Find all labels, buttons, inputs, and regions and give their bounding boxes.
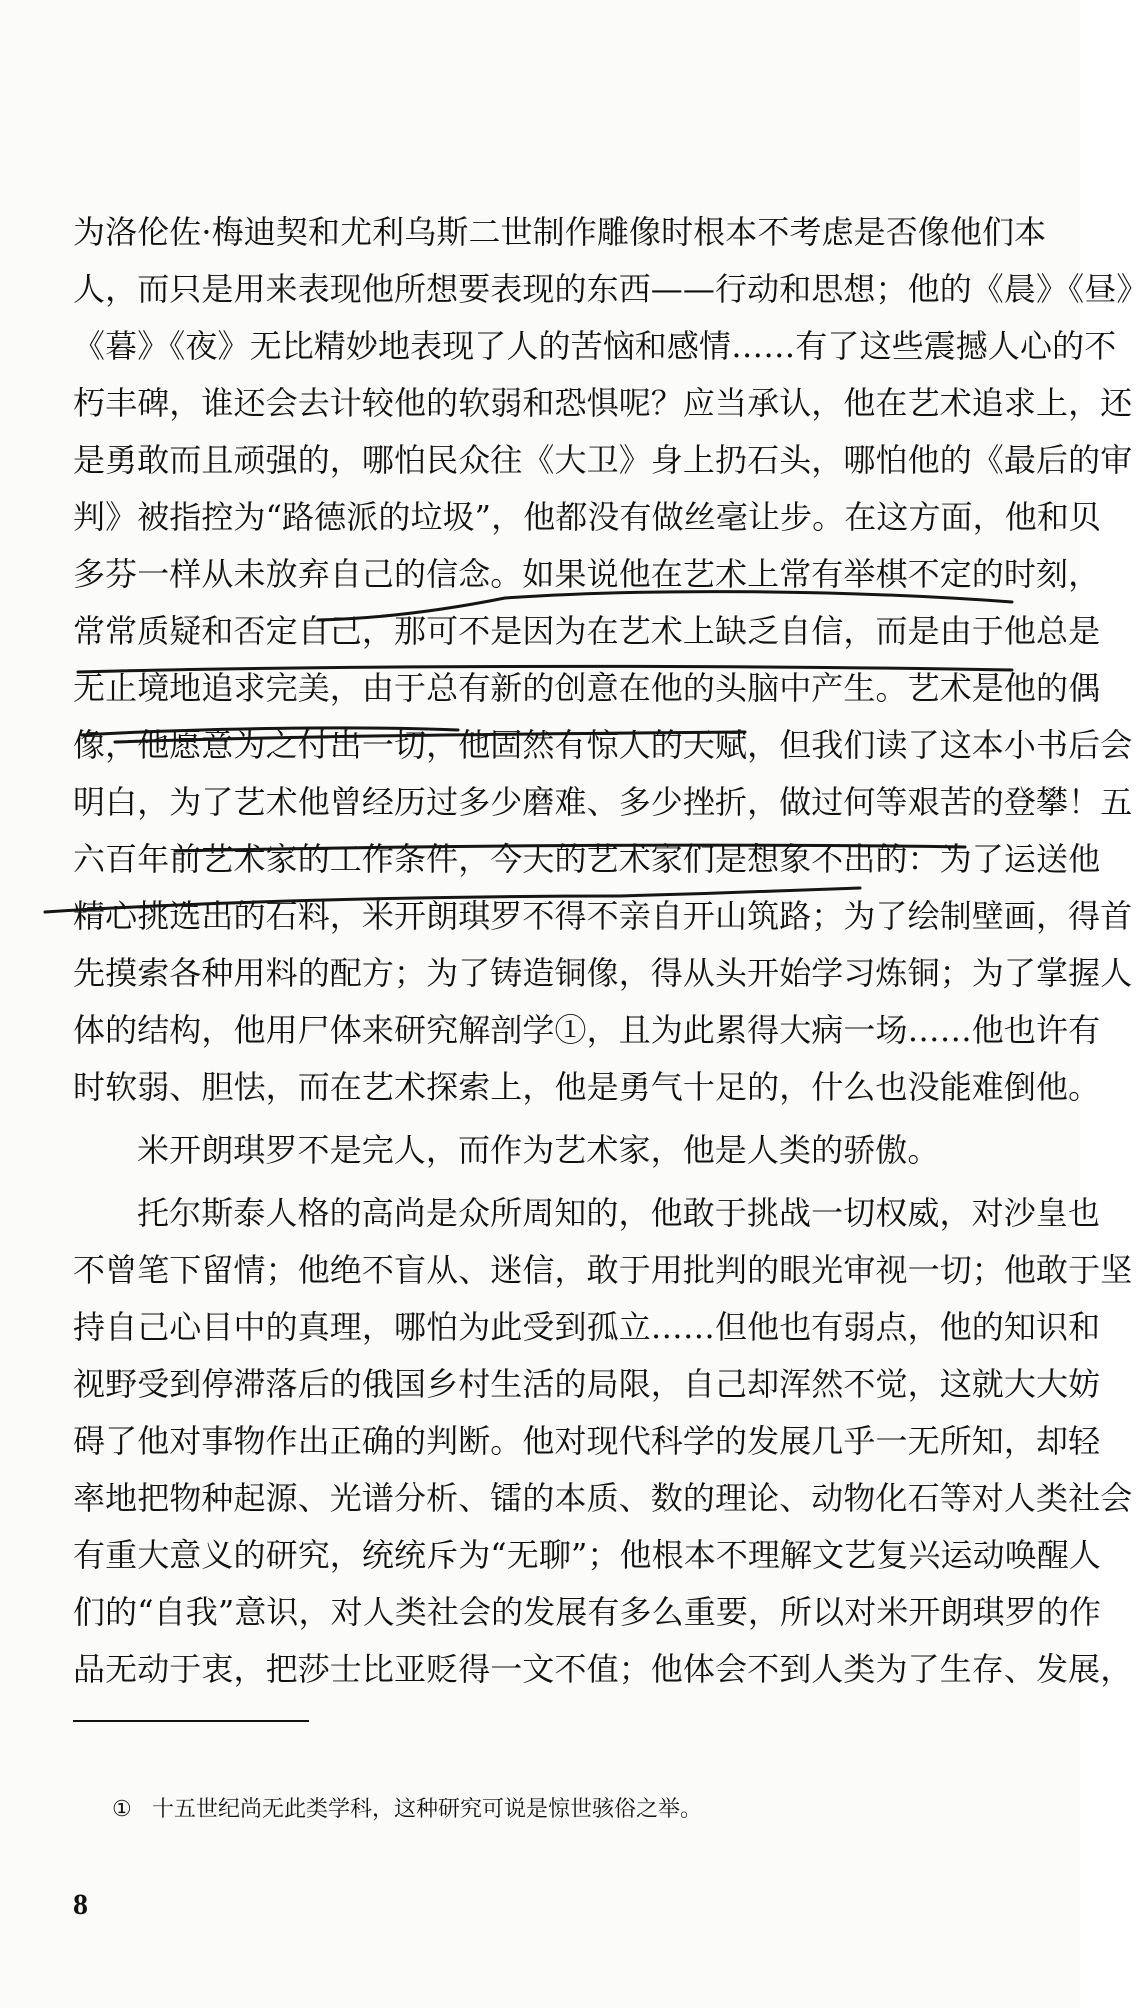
body-text: [73, 204, 1148, 1698]
text-line: 无止境地追求完美，由于总有新的创意在他的头脑中产生。艺术是他的偶: [73, 669, 1101, 707]
text-line: 《暮》《夜》无比精妙地表现了人的苦恼和感情……有了这些震撼人心的不: [73, 327, 1117, 365]
text-line: 有重大意义的研究，统统斥为“无聊”；他根本不理解文艺复兴运动唤醒人: [73, 1536, 1102, 1574]
text-line: 多芬一样从未放弃自己的信念。如果说他在艺术上常有举棋不定的时刻，: [73, 555, 1101, 593]
text-line: 六百年前艺术家的工作条件，今天的艺术家们是想象不出的：为了运送他: [73, 840, 1101, 878]
paragraph-michelangelo: [73, 204, 1148, 1116]
text-line: 明白，为了艺术他曾经历过多少磨难、多少挫折，做过何等艰苦的登攀！五: [73, 783, 1133, 821]
text-line: 视野受到停滞落后的俄国乡村生活的局限，自己却浑然不觉，这就大大妨: [73, 1365, 1101, 1403]
text-line: 体的结构，他用尸体来研究解剖学①，且为此累得大病一场……他也许有: [73, 1011, 1101, 1049]
text-line: 托尔斯泰人格的高尚是众所周知的，他敢于挑战一切权威，对沙皇也: [137, 1194, 1101, 1232]
text-line: 是勇敢而且顽强的，哪怕民众往《大卫》身上扔石头，哪怕他的《最后的审: [73, 441, 1133, 479]
text-line: 人，而只是用来表现他所想要表现的东西——行动和思想；他的《晨》《昼》: [73, 270, 1148, 308]
text-line: 先摸索各种用料的配方；为了铸造铜像，得从头开始学习炼铜；为了掌握人: [73, 954, 1133, 992]
paragraph-summary: [73, 1122, 1023, 1179]
footnote: [112, 1795, 702, 1825]
text-line: 像，他愿意为之付出一切，他固然有惊人的天赋，但我们读了这本小书后会: [73, 726, 1133, 764]
footnote-text: 十五世纪尚无此类学科，这种研究可说是惊世骇俗之举。: [152, 1797, 703, 1822]
text-line: 不曾笔下留情；他绝不盲从、迷信，敢于用批判的眼光审视一切；他敢于坚: [73, 1251, 1133, 1289]
text-line: 为洛伦佐·梅迪契和尤利乌斯二世制作雕像时根本不考虑是否像他们本: [73, 213, 1047, 251]
text-line: 常常质疑和否定自己，那可不是因为在艺术上缺乏自信，而是由于他总是: [73, 612, 1101, 650]
text-line: 们的“自我”意识，对人类社会的发展有多么重要，所以对米开朗琪罗的作: [73, 1593, 1102, 1631]
paragraph-tolstoy: [73, 1185, 1133, 1698]
text-line: 米开朗琪罗不是完人，而作为艺术家，他是人类的骄傲。: [137, 1131, 940, 1169]
footnote-marker: ①: [112, 1797, 132, 1822]
text-line: 判》被指控为“路德派的垃圾”，他都没有做丝毫让步。在这方面，他和贝: [73, 498, 1102, 536]
footnote-divider: [73, 1720, 309, 1722]
text-line: 率地把物种起源、光谱分析、镭的本质、数的理论、动物化石等对人类社会: [73, 1479, 1133, 1517]
text-line: 朽丰碑，谁还会去计较他的软弱和恐惧呢？应当承认，他在艺术追求上，还: [73, 384, 1133, 422]
text-line: 时软弱、胆怯，而在艺术探索上，他是勇气十足的，什么也没能难倒他。: [73, 1068, 1101, 1106]
page-number: 8: [73, 1888, 88, 1921]
text-line: 持自己心目中的真理，哪怕为此受到孤立……但他也有弱点，他的知识和: [73, 1308, 1101, 1346]
text-line: 精心挑选出的石料，米开朗琪罗不得不亲自开山筑路；为了绘制壁画，得首: [73, 897, 1133, 935]
text-line: 碍了他对事物作出正确的判断。他对现代科学的发展几乎一无所知，却轻: [73, 1422, 1101, 1460]
text-line: 品无动于衷，把莎士比亚贬得一文不值；他体会不到人类为了生存、发展，: [73, 1650, 1133, 1688]
